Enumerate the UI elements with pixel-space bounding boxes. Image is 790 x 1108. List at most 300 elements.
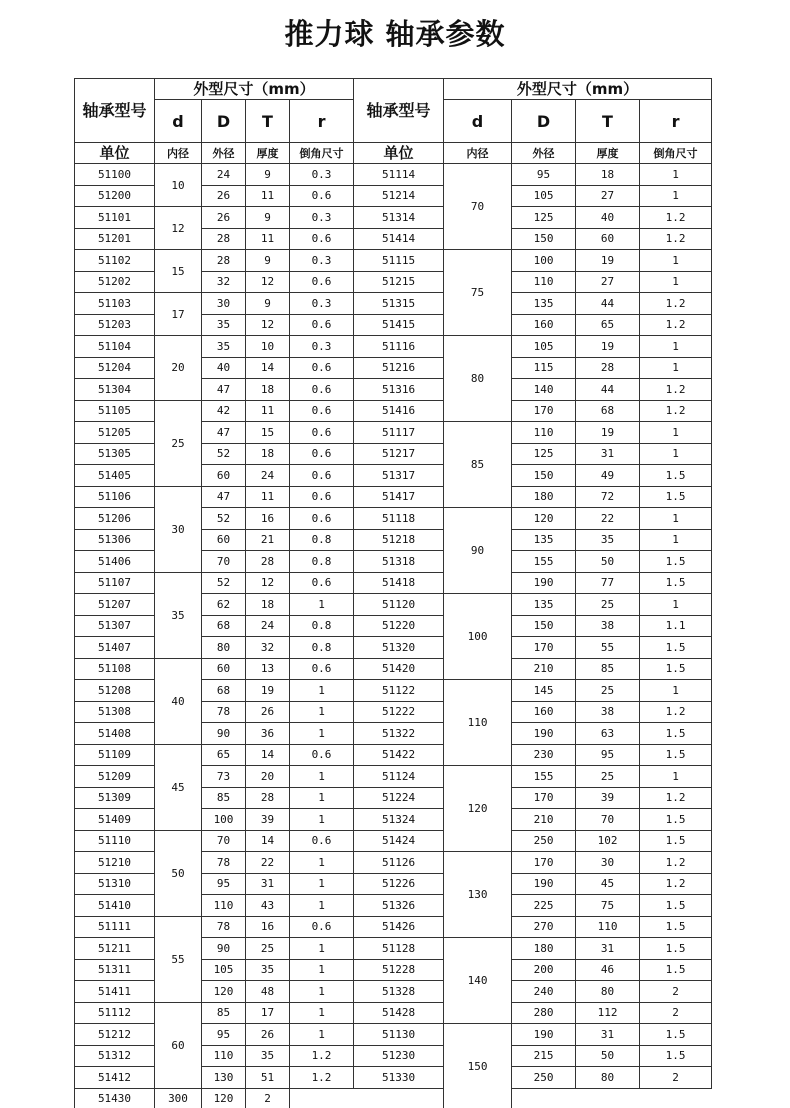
left-model-cell: 51208 [75, 680, 155, 702]
left-chamfer-r-cell: 0.6 [290, 228, 354, 250]
right-thickness-T-cell: 38 [576, 701, 640, 723]
left-thickness-T-cell: 31 [246, 873, 290, 895]
left-model-cell: 51101 [75, 207, 155, 229]
left-chamfer-r-cell: 1 [290, 766, 354, 788]
left-thickness-T-cell: 35 [246, 959, 290, 981]
left-chamfer-r-cell: 1 [290, 1024, 354, 1046]
left-chamfer-r-cell: 1 [290, 959, 354, 981]
left-model-cell: 51109 [75, 744, 155, 766]
right-model-cell: 51224 [354, 787, 444, 809]
right-outer-D-cell: 300 [155, 1088, 202, 1108]
header-unit-right: 单位 [354, 143, 444, 164]
right-model-cell: 51422 [354, 744, 444, 766]
right-outer-D-cell: 210 [512, 658, 576, 680]
right-bore-d-cell: 100 [444, 594, 512, 680]
right-thickness-T-cell: 25 [576, 594, 640, 616]
left-chamfer-r-cell: 1 [290, 594, 354, 616]
left-outer-D-cell: 95 [202, 1024, 246, 1046]
left-thickness-T-cell: 16 [246, 508, 290, 530]
spec-table-body [75, 79, 712, 1108]
header-row-3 [75, 143, 712, 164]
right-chamfer-r-cell: 1.2 [640, 228, 712, 250]
right-outer-D-cell: 110 [512, 271, 576, 293]
right-thickness-T-cell: 46 [576, 959, 640, 981]
left-thickness-T-cell: 18 [246, 379, 290, 401]
left-chamfer-r-cell: 0.8 [290, 637, 354, 659]
right-outer-D-cell: 170 [512, 637, 576, 659]
left-chamfer-r-cell: 0.6 [290, 185, 354, 207]
left-thickness-T-cell: 9 [246, 164, 290, 186]
right-outer-D-cell: 105 [512, 185, 576, 207]
left-thickness-T-cell: 16 [246, 916, 290, 938]
left-chamfer-r-cell: 0.6 [290, 508, 354, 530]
left-chamfer-r-cell: 1 [290, 981, 354, 1003]
left-chamfer-r-cell: 0.6 [290, 400, 354, 422]
right-thickness-T-cell: 44 [576, 379, 640, 401]
table-row [75, 486, 712, 508]
right-outer-D-cell: 180 [512, 938, 576, 960]
right-model-cell: 51218 [354, 529, 444, 551]
left-thickness-T-cell: 24 [246, 615, 290, 637]
right-chamfer-r-cell: 1.1 [640, 615, 712, 637]
right-chamfer-r-cell: 1.2 [640, 400, 712, 422]
right-model-cell: 51322 [354, 723, 444, 745]
left-outer-D-cell: 35 [202, 336, 246, 358]
right-outer-D-cell: 105 [512, 336, 576, 358]
right-thickness-T-cell: 77 [576, 572, 640, 594]
right-chamfer-r-cell: 1.5 [640, 959, 712, 981]
right-chamfer-r-cell: 1.5 [640, 1024, 712, 1046]
left-chamfer-r-cell: 0.6 [290, 744, 354, 766]
right-model-cell: 51318 [354, 551, 444, 573]
right-outer-D-cell: 240 [512, 981, 576, 1003]
left-thickness-T-cell: 14 [246, 744, 290, 766]
right-model-cell: 51415 [354, 314, 444, 336]
left-chamfer-r-cell: 0.3 [290, 293, 354, 315]
left-model-cell: 51307 [75, 615, 155, 637]
left-model-cell: 51411 [75, 981, 155, 1003]
header-model-left: 轴承型号 [75, 79, 155, 143]
right-thickness-T-cell: 49 [576, 465, 640, 487]
right-model-cell: 51214 [354, 185, 444, 207]
left-thickness-T-cell: 18 [246, 443, 290, 465]
bearing-spec-sheet [74, 78, 714, 1108]
right-thickness-T-cell: 72 [576, 486, 640, 508]
left-chamfer-r-cell: 0.3 [290, 250, 354, 272]
left-chamfer-r-cell: 0.3 [290, 207, 354, 229]
table-row [75, 572, 712, 594]
left-outer-D-cell: 78 [202, 852, 246, 874]
right-chamfer-r-cell: 1.5 [640, 551, 712, 573]
left-chamfer-r-cell: 0.6 [290, 271, 354, 293]
left-chamfer-r-cell: 0.6 [290, 658, 354, 680]
right-model-cell: 51114 [354, 164, 444, 186]
left-outer-D-cell: 60 [202, 465, 246, 487]
left-thickness-T-cell: 13 [246, 658, 290, 680]
right-chamfer-r-cell: 1.2 [640, 379, 712, 401]
right-outer-D-cell: 160 [512, 701, 576, 723]
left-thickness-T-cell: 9 [246, 250, 290, 272]
left-thickness-T-cell: 12 [246, 271, 290, 293]
right-thickness-T-cell: 38 [576, 615, 640, 637]
right-thickness-T-cell: 31 [576, 938, 640, 960]
right-model-cell: 51124 [354, 766, 444, 788]
left-model-cell: 51410 [75, 895, 155, 917]
right-thickness-T-cell: 70 [576, 809, 640, 831]
right-model-cell: 51215 [354, 271, 444, 293]
left-outer-D-cell: 26 [202, 185, 246, 207]
right-thickness-T-cell: 112 [576, 1002, 640, 1024]
table-row [75, 207, 712, 229]
header-sub-thick-left: 厚度 [246, 143, 290, 164]
left-thickness-T-cell: 12 [246, 572, 290, 594]
right-outer-D-cell: 120 [512, 508, 576, 530]
right-thickness-T-cell: 50 [576, 1045, 640, 1067]
left-thickness-T-cell: 14 [246, 830, 290, 852]
right-chamfer-r-cell: 2 [640, 1002, 712, 1024]
right-outer-D-cell: 170 [512, 787, 576, 809]
right-model-cell: 51420 [354, 658, 444, 680]
left-outer-D-cell: 42 [202, 400, 246, 422]
left-bore-d-cell: 30 [155, 486, 202, 572]
left-model-cell: 51102 [75, 250, 155, 272]
right-outer-D-cell: 150 [512, 228, 576, 250]
table-row [75, 336, 712, 358]
header-col-T-right: T [576, 100, 640, 143]
left-chamfer-r-cell: 0.6 [290, 379, 354, 401]
left-thickness-T-cell: 11 [246, 185, 290, 207]
header-sub-thick-right: 厚度 [576, 143, 640, 164]
left-outer-D-cell: 70 [202, 830, 246, 852]
left-model-cell: 51111 [75, 916, 155, 938]
right-chamfer-r-cell: 1.5 [640, 809, 712, 831]
left-outer-D-cell: 52 [202, 443, 246, 465]
right-model-cell: 51217 [354, 443, 444, 465]
left-bore-d-cell: 55 [155, 916, 202, 1002]
right-model-cell: 51126 [354, 852, 444, 874]
right-outer-D-cell: 230 [512, 744, 576, 766]
right-chamfer-r-cell: 2 [640, 981, 712, 1003]
left-thickness-T-cell: 15 [246, 422, 290, 444]
right-chamfer-r-cell: 1 [640, 357, 712, 379]
right-model-cell: 51228 [354, 959, 444, 981]
right-model-cell: 51226 [354, 873, 444, 895]
header-col-d-right: d [444, 100, 512, 143]
left-thickness-T-cell: 51 [246, 1067, 290, 1089]
left-outer-D-cell: 32 [202, 271, 246, 293]
right-bore-d-cell: 70 [444, 164, 512, 250]
left-chamfer-r-cell: 1 [290, 809, 354, 831]
left-model-cell: 51203 [75, 314, 155, 336]
left-model-cell: 51107 [75, 572, 155, 594]
left-model-cell: 51305 [75, 443, 155, 465]
right-outer-D-cell: 225 [512, 895, 576, 917]
left-model-cell: 51408 [75, 723, 155, 745]
right-model-cell: 51314 [354, 207, 444, 229]
right-outer-D-cell: 250 [512, 830, 576, 852]
right-chamfer-r-cell: 1.5 [640, 1045, 712, 1067]
right-thickness-T-cell: 44 [576, 293, 640, 315]
right-thickness-T-cell: 110 [576, 916, 640, 938]
right-thickness-T-cell: 31 [576, 1024, 640, 1046]
left-outer-D-cell: 40 [202, 357, 246, 379]
right-thickness-T-cell: 55 [576, 637, 640, 659]
left-model-cell: 51211 [75, 938, 155, 960]
right-outer-D-cell: 125 [512, 207, 576, 229]
right-chamfer-r-cell: 1 [640, 250, 712, 272]
right-chamfer-r-cell: 1.5 [640, 723, 712, 745]
left-model-cell: 51202 [75, 271, 155, 293]
left-model-cell: 51311 [75, 959, 155, 981]
left-outer-D-cell: 65 [202, 744, 246, 766]
right-bore-d-cell: 130 [444, 852, 512, 938]
right-model-cell: 51330 [354, 1067, 444, 1089]
right-chamfer-r-cell: 1 [640, 164, 712, 186]
left-chamfer-r-cell: 1 [290, 852, 354, 874]
header-col-D-left: D [202, 100, 246, 143]
right-outer-D-cell: 190 [512, 873, 576, 895]
left-outer-D-cell: 52 [202, 508, 246, 530]
left-thickness-T-cell: 28 [246, 551, 290, 573]
left-outer-D-cell: 90 [202, 723, 246, 745]
right-thickness-T-cell: 65 [576, 314, 640, 336]
right-outer-D-cell: 155 [512, 766, 576, 788]
left-model-cell: 51412 [75, 1067, 155, 1089]
left-model-cell: 51210 [75, 852, 155, 874]
right-thickness-T-cell: 19 [576, 336, 640, 358]
left-chamfer-r-cell: 1 [290, 1002, 354, 1024]
table-row [75, 658, 712, 680]
left-outer-D-cell: 30 [202, 293, 246, 315]
left-chamfer-r-cell: 1.2 [290, 1045, 354, 1067]
right-model-cell: 51417 [354, 486, 444, 508]
left-thickness-T-cell: 10 [246, 336, 290, 358]
left-chamfer-r-cell: 1.2 [290, 1067, 354, 1089]
right-thickness-T-cell: 25 [576, 766, 640, 788]
right-chamfer-r-cell: 1.5 [640, 916, 712, 938]
right-chamfer-r-cell: 1.5 [640, 572, 712, 594]
right-outer-D-cell: 95 [512, 164, 576, 186]
table-row [75, 293, 712, 315]
left-thickness-T-cell: 12 [246, 314, 290, 336]
right-bore-d-cell: 120 [444, 766, 512, 852]
right-chamfer-r-cell: 1 [640, 336, 712, 358]
left-outer-D-cell: 85 [202, 787, 246, 809]
left-outer-D-cell: 95 [202, 873, 246, 895]
right-thickness-T-cell: 102 [576, 830, 640, 852]
left-chamfer-r-cell: 1 [290, 787, 354, 809]
left-outer-D-cell: 110 [202, 1045, 246, 1067]
right-model-cell: 51118 [354, 508, 444, 530]
right-outer-D-cell: 140 [512, 379, 576, 401]
right-outer-D-cell: 115 [512, 357, 576, 379]
header-sub-outer-left: 外径 [202, 143, 246, 164]
left-thickness-T-cell: 24 [246, 465, 290, 487]
right-outer-D-cell: 135 [512, 529, 576, 551]
left-chamfer-r-cell: 0.6 [290, 486, 354, 508]
right-outer-D-cell: 110 [512, 422, 576, 444]
header-col-r-right: r [640, 100, 712, 143]
right-thickness-T-cell: 75 [576, 895, 640, 917]
right-thickness-T-cell: 95 [576, 744, 640, 766]
right-chamfer-r-cell: 1 [640, 508, 712, 530]
left-model-cell: 51304 [75, 379, 155, 401]
table-row [75, 744, 712, 766]
left-thickness-T-cell: 19 [246, 680, 290, 702]
left-model-cell: 51104 [75, 336, 155, 358]
table-row [75, 830, 712, 852]
left-outer-D-cell: 105 [202, 959, 246, 981]
left-chamfer-r-cell: 0.6 [290, 443, 354, 465]
right-thickness-T-cell: 68 [576, 400, 640, 422]
table-row [75, 400, 712, 422]
right-chamfer-r-cell: 1.5 [640, 486, 712, 508]
right-model-cell: 51418 [354, 572, 444, 594]
left-model-cell: 51100 [75, 164, 155, 186]
left-thickness-T-cell: 14 [246, 357, 290, 379]
right-chamfer-r-cell: 1.5 [640, 830, 712, 852]
header-sub-outer-right: 外径 [512, 143, 576, 164]
table-row [75, 1002, 712, 1024]
left-outer-D-cell: 28 [202, 250, 246, 272]
left-model-cell: 51405 [75, 465, 155, 487]
table-row [75, 250, 712, 272]
right-outer-D-cell: 190 [512, 1024, 576, 1046]
right-model-cell: 51324 [354, 809, 444, 831]
right-thickness-T-cell: 35 [576, 529, 640, 551]
left-outer-D-cell: 62 [202, 594, 246, 616]
left-model-cell: 51312 [75, 1045, 155, 1067]
header-sub-inner-left: 内径 [155, 143, 202, 164]
right-thickness-T-cell: 27 [576, 271, 640, 293]
right-chamfer-r-cell: 1 [640, 422, 712, 444]
right-chamfer-r-cell: 1 [640, 680, 712, 702]
right-chamfer-r-cell: 1.5 [640, 658, 712, 680]
right-chamfer-r-cell: 1 [640, 766, 712, 788]
left-model-cell: 51201 [75, 228, 155, 250]
left-outer-D-cell: 60 [202, 529, 246, 551]
left-model-cell: 51306 [75, 529, 155, 551]
right-model-cell: 51130 [354, 1024, 444, 1046]
right-model-cell: 51328 [354, 981, 444, 1003]
right-chamfer-r-cell: 1 [640, 594, 712, 616]
header-size-group-right: 外型尺寸（mm） [444, 79, 712, 100]
left-outer-D-cell: 47 [202, 379, 246, 401]
left-thickness-T-cell: 11 [246, 228, 290, 250]
left-model-cell: 51308 [75, 701, 155, 723]
header-sub-inner-right: 内径 [444, 143, 512, 164]
left-outer-D-cell: 78 [202, 916, 246, 938]
right-thickness-T-cell: 45 [576, 873, 640, 895]
left-thickness-T-cell: 43 [246, 895, 290, 917]
left-thickness-T-cell: 20 [246, 766, 290, 788]
left-model-cell: 51406 [75, 551, 155, 573]
right-bore-d-cell: 110 [444, 680, 512, 766]
right-chamfer-r-cell: 2 [640, 1067, 712, 1089]
left-model-cell: 51105 [75, 400, 155, 422]
left-model-cell: 51112 [75, 1002, 155, 1024]
right-chamfer-r-cell: 1.5 [640, 744, 712, 766]
left-outer-D-cell: 60 [202, 658, 246, 680]
left-model-cell: 51110 [75, 830, 155, 852]
right-model-cell: 51424 [354, 830, 444, 852]
right-outer-D-cell: 145 [512, 680, 576, 702]
left-outer-D-cell: 52 [202, 572, 246, 594]
right-model-cell: 51230 [354, 1045, 444, 1067]
right-outer-D-cell: 190 [512, 723, 576, 745]
left-chamfer-r-cell: 0.6 [290, 314, 354, 336]
right-model-cell: 51117 [354, 422, 444, 444]
right-outer-D-cell: 280 [512, 1002, 576, 1024]
left-outer-D-cell: 78 [202, 701, 246, 723]
left-outer-D-cell: 28 [202, 228, 246, 250]
right-thickness-T-cell: 120 [202, 1088, 246, 1108]
left-chamfer-r-cell: 0.8 [290, 551, 354, 573]
right-thickness-T-cell: 39 [576, 787, 640, 809]
left-thickness-T-cell: 26 [246, 1024, 290, 1046]
left-thickness-T-cell: 9 [246, 207, 290, 229]
right-model-cell: 51122 [354, 680, 444, 702]
right-model-cell: 51326 [354, 895, 444, 917]
right-outer-D-cell: 200 [512, 959, 576, 981]
left-outer-D-cell: 47 [202, 422, 246, 444]
header-col-D-right: D [512, 100, 576, 143]
left-model-cell: 51409 [75, 809, 155, 831]
right-bore-d-cell: 150 [444, 1024, 512, 1108]
right-bore-d-cell: 90 [444, 508, 512, 594]
right-thickness-T-cell: 60 [576, 228, 640, 250]
left-bore-d-cell: 45 [155, 744, 202, 830]
right-model-cell: 51115 [354, 250, 444, 272]
right-outer-D-cell: 135 [512, 594, 576, 616]
left-model-cell: 51204 [75, 357, 155, 379]
right-chamfer-r-cell: 2 [246, 1088, 290, 1108]
header-size-group-left: 外型尺寸（mm） [155, 79, 354, 100]
header-col-r-left: r [290, 100, 354, 143]
right-bore-d-cell: 80 [444, 336, 512, 422]
left-chamfer-r-cell: 0.3 [290, 336, 354, 358]
left-chamfer-r-cell: 1 [290, 938, 354, 960]
left-model-cell: 51103 [75, 293, 155, 315]
header-unit-left: 单位 [75, 143, 155, 164]
right-bore-d-cell: 85 [444, 422, 512, 508]
left-thickness-T-cell: 17 [246, 1002, 290, 1024]
left-thickness-T-cell: 35 [246, 1045, 290, 1067]
header-row-1 [75, 79, 712, 100]
left-model-cell: 51207 [75, 594, 155, 616]
table-row [75, 916, 712, 938]
left-chamfer-r-cell: 0.6 [290, 916, 354, 938]
header-sub-chamfer-left: 倒角尺寸 [290, 143, 354, 164]
right-chamfer-r-cell: 1.5 [640, 465, 712, 487]
right-outer-D-cell: 170 [512, 852, 576, 874]
right-thickness-T-cell: 63 [576, 723, 640, 745]
right-chamfer-r-cell: 1.5 [640, 637, 712, 659]
left-outer-D-cell: 24 [202, 164, 246, 186]
left-chamfer-r-cell: 1 [290, 723, 354, 745]
left-thickness-T-cell: 21 [246, 529, 290, 551]
left-model-cell: 51209 [75, 766, 155, 788]
left-chamfer-r-cell: 0.3 [290, 164, 354, 186]
left-outer-D-cell: 35 [202, 314, 246, 336]
left-chamfer-r-cell: 0.6 [290, 422, 354, 444]
left-bore-d-cell: 50 [155, 830, 202, 916]
right-outer-D-cell: 150 [512, 615, 576, 637]
right-thickness-T-cell: 50 [576, 551, 640, 573]
right-model-cell: 51316 [354, 379, 444, 401]
left-chamfer-r-cell: 0.8 [290, 615, 354, 637]
left-chamfer-r-cell: 1 [290, 701, 354, 723]
